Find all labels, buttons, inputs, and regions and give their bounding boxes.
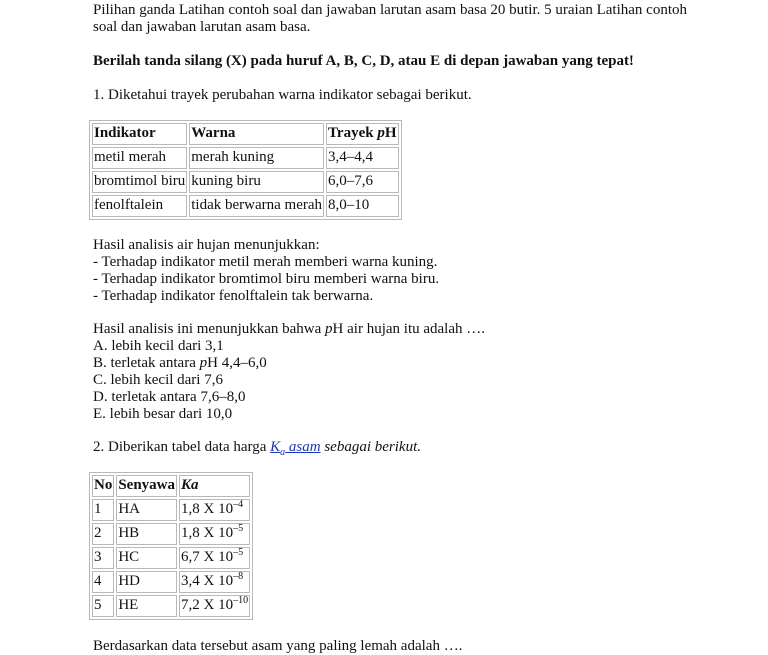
ka-exponent: –5 <box>233 523 244 534</box>
instruction-text: Berilah tanda silang (X) pada huruf A, B, C, D, atau E di depan jawaban yang tepat! <box>93 53 634 69</box>
ka-table <box>89 472 253 620</box>
table-row <box>92 171 399 193</box>
cell-senyawa: HE <box>116 595 177 617</box>
question-1-suffix: H air hujan itu adalah …. <box>332 321 486 337</box>
cell-no: 3 <box>92 547 114 569</box>
question-1-p: p <box>325 321 333 337</box>
option-b-prefix: B. terletak antara <box>93 355 200 371</box>
table-row <box>92 547 250 569</box>
cell-trayek: 8,0–10 <box>326 195 398 217</box>
question-2-prefix: 2. Diberikan tabel data harga <box>93 439 271 455</box>
cell-indikator: metil merah <box>92 147 187 169</box>
question-1-prefix: Hasil analisis ini menunjukkan bahwa <box>93 321 326 337</box>
header-trayek-suffix: H <box>384 125 397 141</box>
ka-base: 1,8 X 10 <box>181 501 234 517</box>
cell-senyawa: HA <box>116 499 177 521</box>
cell-trayek: 6,0–7,6 <box>326 171 398 193</box>
cell-no: 1 <box>92 499 114 521</box>
option-d: D. terletak antara 7,6–8,0 <box>93 389 246 405</box>
cell-indikator: fenolftalein <box>92 195 187 217</box>
question-1-text <box>93 321 693 338</box>
cell-ka <box>179 523 250 545</box>
analysis-line: Hasil analisis air hujan menunjukkan: <box>93 237 320 253</box>
option-c: C. lebih kecil dari 7,6 <box>93 372 223 388</box>
link-rest: asam <box>285 439 321 455</box>
header-trayek-prefix: Trayek <box>328 125 378 141</box>
cell-indikator: bromtimol biru <box>92 171 187 193</box>
option-e: E. lebih besar dari 10,0 <box>93 406 233 422</box>
table-row <box>92 595 250 617</box>
header-no: No <box>92 475 114 497</box>
question-1-body <box>93 321 693 423</box>
ka-base: 3,4 X 10 <box>181 573 234 589</box>
option-a: A. lebih kecil dari 3,1 <box>93 338 224 354</box>
link-k: K <box>270 439 281 455</box>
cell-ka <box>179 499 250 521</box>
header-indikator: Indikator <box>92 123 187 145</box>
table-header-row <box>92 123 399 145</box>
document-page <box>93 2 693 655</box>
cell-warna: merah kuning <box>189 147 324 169</box>
ka-base: 6,7 X 10 <box>181 549 234 565</box>
table-row <box>92 147 399 169</box>
ka-exponent: –8 <box>233 571 244 582</box>
ka-base: 1,8 X 10 <box>181 525 234 541</box>
cell-warna: kuning biru <box>189 171 324 193</box>
cell-senyawa: HD <box>116 571 177 593</box>
cell-trayek: 3,4–4,4 <box>326 147 398 169</box>
question-2-text: Berdasarkan data tersebut asam yang paling lemah adalah …. <box>93 638 463 654</box>
ka-base: 7,2 X 10 <box>181 597 234 613</box>
analysis-block <box>93 237 693 305</box>
table-row <box>92 523 250 545</box>
header-senyawa: Senyawa <box>116 475 177 497</box>
analysis-line: - Terhadap indikator fenolftalein tak berwarna. <box>93 288 374 304</box>
header-trayek-p: p <box>377 125 385 141</box>
cell-senyawa: HC <box>116 547 177 569</box>
cell-no: 2 <box>92 523 114 545</box>
option-b-suffix: H 4,4–6,0 <box>207 355 267 371</box>
indicator-table <box>89 120 402 220</box>
header-trayek <box>326 123 398 145</box>
cell-senyawa: HB <box>116 523 177 545</box>
ka-exponent: –4 <box>233 499 244 510</box>
link-sub: a <box>280 447 286 458</box>
question-2-suffix: sebagai berikut. <box>320 439 421 455</box>
cell-ka <box>179 571 250 593</box>
intro-paragraph: Pilihan ganda Latihan contoh soal dan jawaban larutan asam basa 20 butir. 5 uraian Latihan contoh soal dan jawaban larutan asam basa. <box>93 2 687 35</box>
option-b <box>93 355 693 372</box>
table-row <box>92 499 250 521</box>
option-b-p: p <box>199 355 208 371</box>
question-2-title <box>93 439 693 456</box>
ka-asam-link[interactable] <box>270 439 321 458</box>
cell-no: 5 <box>92 595 114 617</box>
table-row <box>92 571 250 593</box>
table-header-row <box>92 475 250 497</box>
table-row <box>92 195 399 217</box>
cell-no: 4 <box>92 571 114 593</box>
cell-ka <box>179 547 250 569</box>
header-ka: Ka <box>179 475 250 497</box>
ka-exponent: –10 <box>233 595 249 606</box>
question-1-title: 1. Diketahui trayek perubahan warna indikator sebagai berikut. <box>93 87 472 103</box>
header-warna: Warna <box>189 123 324 145</box>
cell-ka <box>179 595 250 617</box>
analysis-line: - Terhadap indikator bromtimol biru memberi warna biru. <box>93 271 440 287</box>
ka-exponent: –5 <box>233 547 244 558</box>
analysis-line: - Terhadap indikator metil merah memberi warna kuning. <box>93 254 438 270</box>
cell-warna: tidak berwarna merah <box>189 195 324 217</box>
